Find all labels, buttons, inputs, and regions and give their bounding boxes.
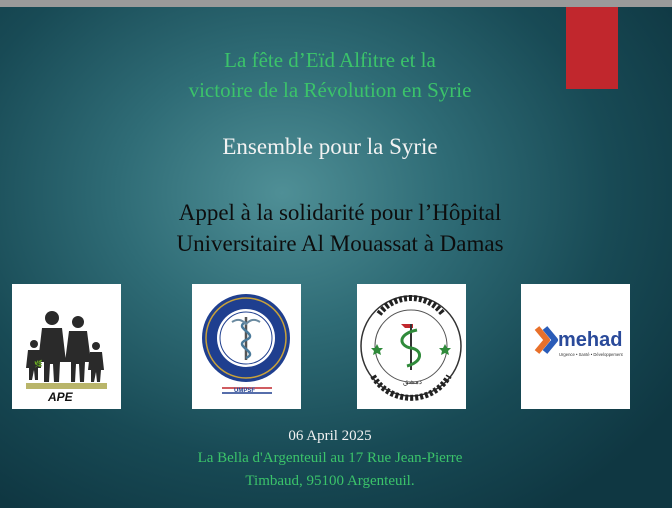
top-border <box>0 0 672 7</box>
mouassat-hospital-logo <box>357 284 466 409</box>
mehad-wordmark: mehad <box>558 329 623 351</box>
subtitle: Ensemble pour la Syrie <box>222 134 438 159</box>
mehad-tagline: Urgence • Santé • Développement <box>559 352 623 357</box>
mouassat-label: دمشق <box>403 379 422 386</box>
title-line-2: victoire de la Révolution en Syrie <box>188 78 472 102</box>
umpsf-label: UMPSF <box>234 388 255 394</box>
umpsf-logo <box>192 284 301 409</box>
event-date: 06 April 2025 <box>288 428 372 444</box>
title-line-1: La fête d’Eïd Alfitre et la <box>224 48 436 72</box>
address-line-1: La Bella d'Argenteuil au 17 Rue Jean-Pierre <box>197 450 463 466</box>
address-line-2: Timbaud, 95100 Argenteuil. <box>245 473 415 489</box>
ape-logo <box>12 284 121 409</box>
ape-label: APE <box>48 390 73 404</box>
svg-text:🌿: 🌿 <box>34 361 43 368</box>
appeal-line-2: Universitaire Al Mouassat à Damas <box>176 231 504 256</box>
mehad-logo <box>521 284 630 409</box>
appeal-line-1: Appel à la solidarité pour l’Hôpital <box>178 200 502 225</box>
